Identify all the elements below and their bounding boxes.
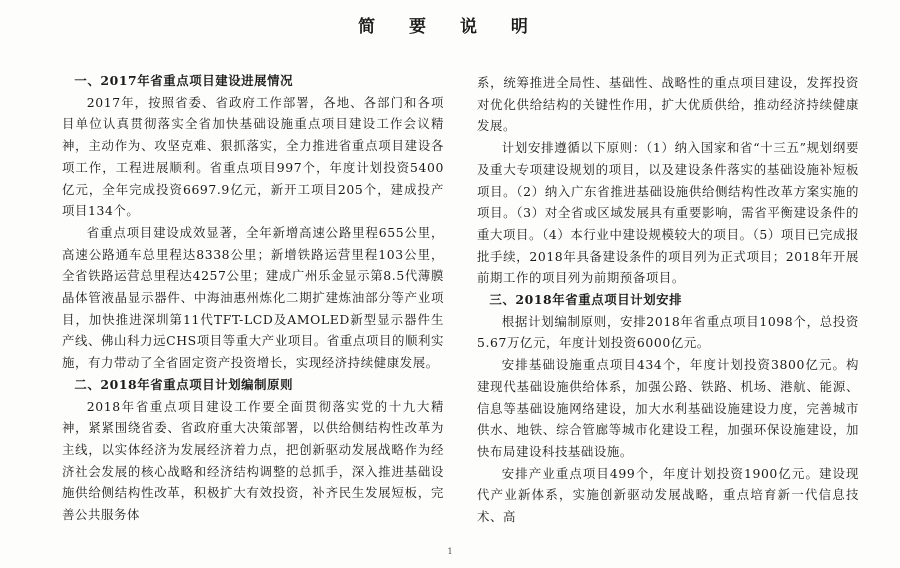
paragraph-industry-projects: 安排产业重点项目499个，年度计划投资1900亿元。建设现代产业新体系，实施创新驱动发展战略，重点培育新一代信息技术、高	[477, 465, 859, 525]
paragraph-2017-results: 省重点项目建设成效显著，全年新增高速公路里程655公里，高速公路通车总里程达8338公里；新增铁路运营里程103公里，全省铁路运营总里程达4257公里；建成广州乐金显示第8.5代薄膜晶体管液晶显示器件、中海油惠州炼化二期扩建炼油部分等产业项目，加快推进深圳第11代TFT-LCD及AMOLED新型显示器件生产线、佛山科力远CHS项目等重大产业项目。省重点项目的顺利实施，有力带动了全省固定资产投资增长，实现经济持续健康发展。	[62, 224, 444, 371]
left-column	[62, 70, 444, 526]
section-heading-3: 三、2018年省重点项目计划安排	[489, 292, 683, 308]
page-number: 1	[447, 547, 453, 556]
paragraph-plan-summary: 根据计划编制原则，安排2018年省重点项目1098个，总投资5.67万亿元，年度计划投资6000亿元。	[477, 313, 859, 351]
section-heading-2: 二、2018年省重点项目计划编制原则	[74, 376, 294, 392]
paragraph-planning-rules: 计划安排遵循以下原则：（1）纳入国家和省“十三五”规划纲要及重大专项建设规划的项目，以及建设条件落实的基础设施补短板项目。（2）纳入广东省推进基础设施供给侧结构性改革方案实施的项目。（3）对全省或区域发展具有重要影响，需省平衡建设条件的重大项目。（4）本行业中建设规模较大的项目。（5）项目已完成报批手续，2018年具备建设条件的项目列为正式项目；2018年开展前期工作的项目列为前期预备项目。	[477, 140, 859, 286]
page-title: 简 要 说 明	[358, 17, 542, 37]
section-heading-1: 一、2017年省重点项目建设进展情况	[74, 73, 294, 88]
right-column	[477, 72, 859, 528]
paragraph-2018-principles-continued: 系，统筹推进全局性、基础性、战略性的重点项目建设，发挥投资对优化供给结构的关键性作用，扩大优质供给，推动经济持续健康发展。	[477, 75, 859, 134]
paragraph-infrastructure-projects: 安排基础设施重点项目434个，年度计划投资3800亿元。构建现代基础设施供给体系，加强公路、铁路、机场、港航、能源、信息等基础设施网络建设，加大水利基础设施建设力度，完善城市供水、地铁、综合管廊等城市化建设工程，加强环保设施建设，加快布局建设科技基础设施。	[477, 357, 859, 459]
paragraph-2017-overview: 2017年，按照省委、省政府工作部署，各地、各部门和各项目单位认真贯彻落实全省加快基础设施重点项目建设工作会议精神，主动作为、攻坚克难、狠抓落实，全力推进省重点项目建设各项工作，工程进展顺利。省重点项目997个，年度计划投资5400亿元，全年完成投资6697.9亿元，新开工项目205个，建成投产项目134个。	[62, 94, 444, 219]
paragraph-2018-principles: 2018年省重点项目建设工作要全面贯彻落实党的十九大精神，紧紧围绕省委、省政府重大决策部署，以供给侧结构性改革为主线，以实体经济为发展经济着力点，把创新驱动发展战略作为经济社会发展的核心战略和经济结构调整的总抓手，深入推进基础设施供给侧结构性改革，积极扩大有效投资，补齐民生发展短板，完善公共服务体	[62, 398, 444, 523]
